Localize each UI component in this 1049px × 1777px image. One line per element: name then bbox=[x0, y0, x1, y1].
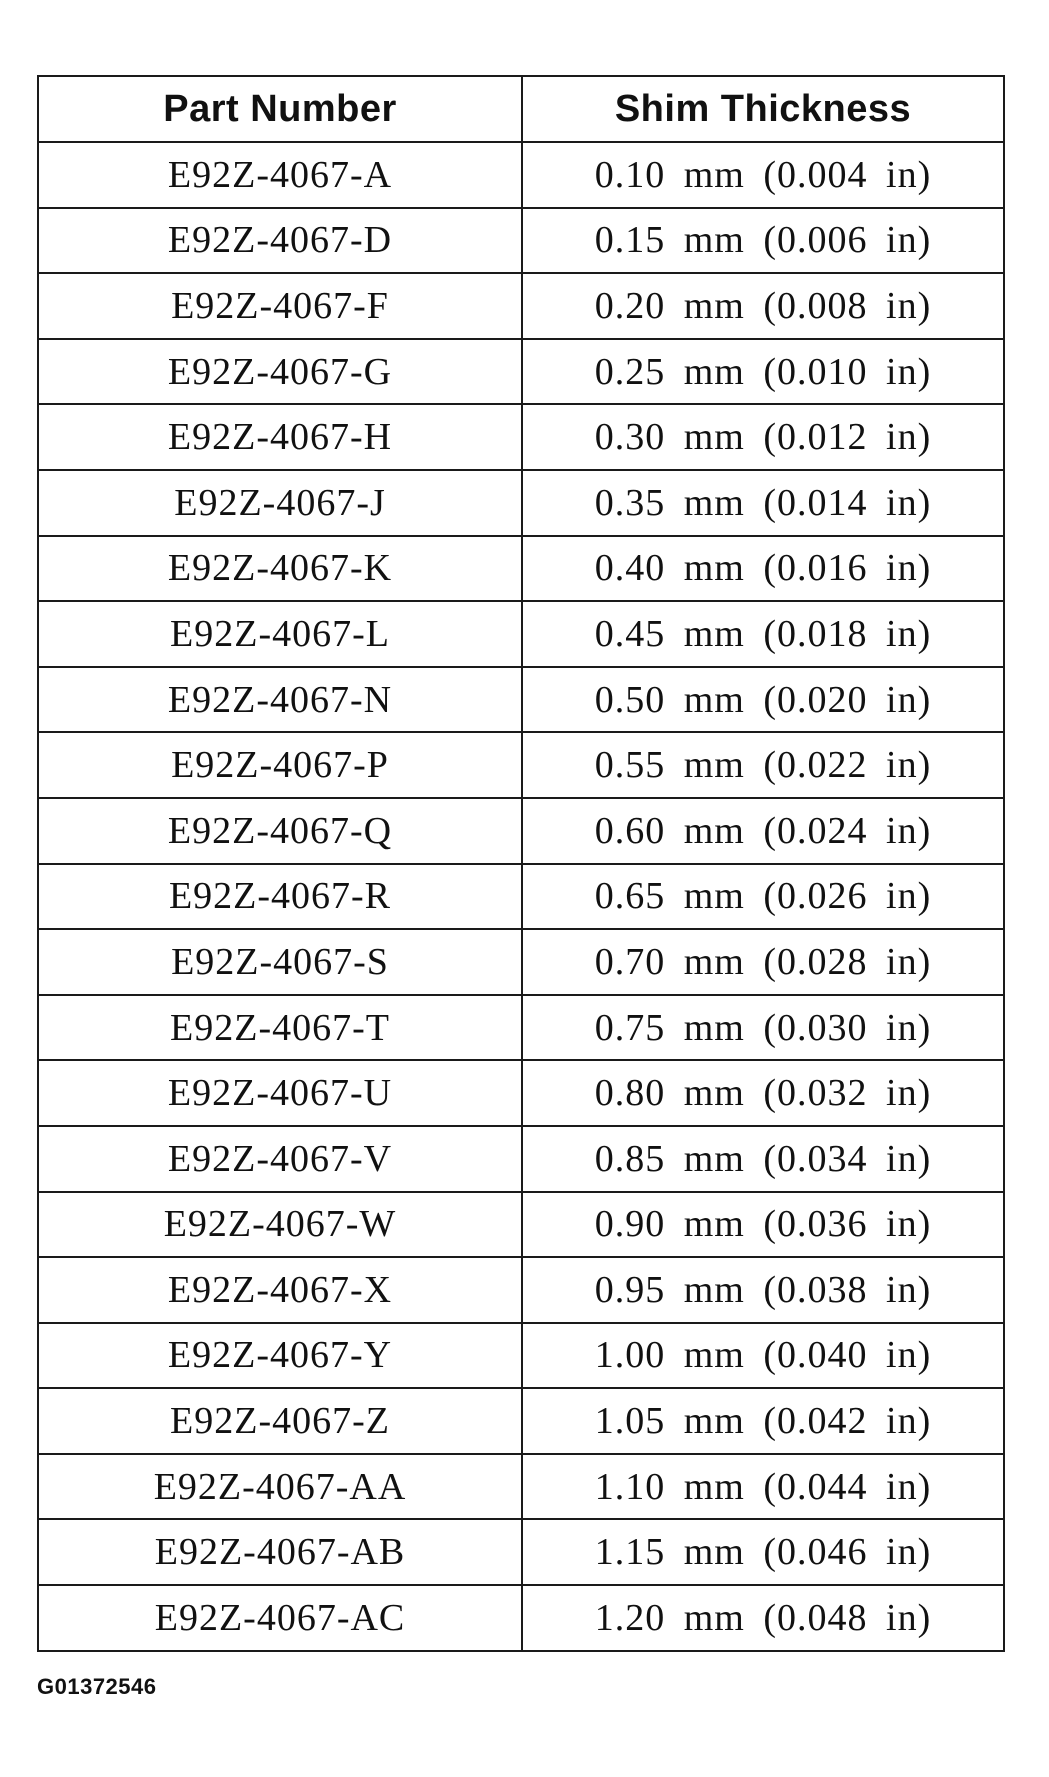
shim-thickness-cell: 0.80 mm (0.032 in) bbox=[522, 1060, 1004, 1126]
part-number-cell: E92Z-4067-L bbox=[38, 601, 522, 667]
shim-thickness-cell: 1.10 mm (0.044 in) bbox=[522, 1454, 1004, 1520]
part-number-cell: E92Z-4067-Y bbox=[38, 1323, 522, 1389]
table-row bbox=[38, 208, 1004, 274]
table-row bbox=[38, 1126, 1004, 1192]
shim-thickness-cell: 1.00 mm (0.040 in) bbox=[522, 1323, 1004, 1389]
part-number-header: Part Number bbox=[38, 76, 522, 142]
part-number-cell: E92Z-4067-P bbox=[38, 732, 522, 798]
table-row bbox=[38, 339, 1004, 405]
table-row bbox=[38, 1192, 1004, 1258]
shim-thickness-cell: 0.35 mm (0.014 in) bbox=[522, 470, 1004, 536]
part-number-cell: E92Z-4067-A bbox=[38, 142, 522, 208]
table-row bbox=[38, 1519, 1004, 1585]
shim-thickness-cell: 0.90 mm (0.036 in) bbox=[522, 1192, 1004, 1258]
shim-thickness-cell: 0.60 mm (0.024 in) bbox=[522, 798, 1004, 864]
part-number-cell: E92Z-4067-V bbox=[38, 1126, 522, 1192]
shim-thickness-cell: 1.15 mm (0.046 in) bbox=[522, 1519, 1004, 1585]
shim-thickness-header: Shim Thickness bbox=[522, 76, 1004, 142]
shim-thickness-cell: 1.05 mm (0.042 in) bbox=[522, 1388, 1004, 1454]
table-row bbox=[38, 1257, 1004, 1323]
part-number-cell: E92Z-4067-X bbox=[38, 1257, 522, 1323]
shim-thickness-cell: 0.25 mm (0.010 in) bbox=[522, 339, 1004, 405]
header-row bbox=[38, 76, 1004, 142]
table-row bbox=[38, 601, 1004, 667]
shim-thickness-cell: 0.50 mm (0.020 in) bbox=[522, 667, 1004, 733]
shim-thickness-cell: 0.45 mm (0.018 in) bbox=[522, 601, 1004, 667]
part-number-cell: E92Z-4067-AC bbox=[38, 1585, 522, 1651]
table-row bbox=[38, 929, 1004, 995]
shim-thickness-cell: 0.15 mm (0.006 in) bbox=[522, 208, 1004, 274]
table-row bbox=[38, 1323, 1004, 1389]
shim-thickness-cell: 0.20 mm (0.008 in) bbox=[522, 273, 1004, 339]
shim-thickness-cell: 0.70 mm (0.028 in) bbox=[522, 929, 1004, 995]
part-number-cell: E92Z-4067-W bbox=[38, 1192, 522, 1258]
table-row bbox=[38, 1454, 1004, 1520]
shim-thickness-table bbox=[37, 75, 1005, 1652]
part-number-cell: E92Z-4067-N bbox=[38, 667, 522, 733]
part-number-cell: E92Z-4067-G bbox=[38, 339, 522, 405]
part-number-cell: E92Z-4067-D bbox=[38, 208, 522, 274]
table-row bbox=[38, 1388, 1004, 1454]
table-row bbox=[38, 536, 1004, 602]
shim-thickness-cell: 0.95 mm (0.038 in) bbox=[522, 1257, 1004, 1323]
table-row bbox=[38, 995, 1004, 1061]
part-number-cell: E92Z-4067-T bbox=[38, 995, 522, 1061]
figure-id: G01372546 bbox=[37, 1674, 157, 1699]
table-header bbox=[38, 76, 1004, 142]
table-row bbox=[38, 470, 1004, 536]
shim-thickness-cell: 0.10 mm (0.004 in) bbox=[522, 142, 1004, 208]
table-row bbox=[38, 732, 1004, 798]
part-number-cell: E92Z-4067-AB bbox=[38, 1519, 522, 1585]
table-body bbox=[38, 142, 1004, 1651]
table-row bbox=[38, 798, 1004, 864]
part-number-cell: E92Z-4067-F bbox=[38, 273, 522, 339]
shim-thickness-cell: 0.85 mm (0.034 in) bbox=[522, 1126, 1004, 1192]
shim-thickness-cell: 1.20 mm (0.048 in) bbox=[522, 1585, 1004, 1651]
shim-thickness-cell: 0.65 mm (0.026 in) bbox=[522, 864, 1004, 930]
table-row bbox=[38, 864, 1004, 930]
part-number-cell: E92Z-4067-S bbox=[38, 929, 522, 995]
part-number-cell: E92Z-4067-K bbox=[38, 536, 522, 602]
table-row bbox=[38, 667, 1004, 733]
table-row bbox=[38, 404, 1004, 470]
table-row bbox=[38, 273, 1004, 339]
part-number-cell: E92Z-4067-H bbox=[38, 404, 522, 470]
shim-thickness-cell: 0.30 mm (0.012 in) bbox=[522, 404, 1004, 470]
table-row bbox=[38, 142, 1004, 208]
part-number-cell: E92Z-4067-Z bbox=[38, 1388, 522, 1454]
part-number-cell: E92Z-4067-AA bbox=[38, 1454, 522, 1520]
shim-thickness-cell: 0.55 mm (0.022 in) bbox=[522, 732, 1004, 798]
table-row bbox=[38, 1060, 1004, 1126]
part-number-cell: E92Z-4067-R bbox=[38, 864, 522, 930]
part-number-cell: E92Z-4067-J bbox=[38, 470, 522, 536]
part-number-cell: E92Z-4067-Q bbox=[38, 798, 522, 864]
table-row bbox=[38, 1585, 1004, 1651]
part-number-cell: E92Z-4067-U bbox=[38, 1060, 522, 1126]
shim-thickness-cell: 0.40 mm (0.016 in) bbox=[522, 536, 1004, 602]
shim-thickness-cell: 0.75 mm (0.030 in) bbox=[522, 995, 1004, 1061]
